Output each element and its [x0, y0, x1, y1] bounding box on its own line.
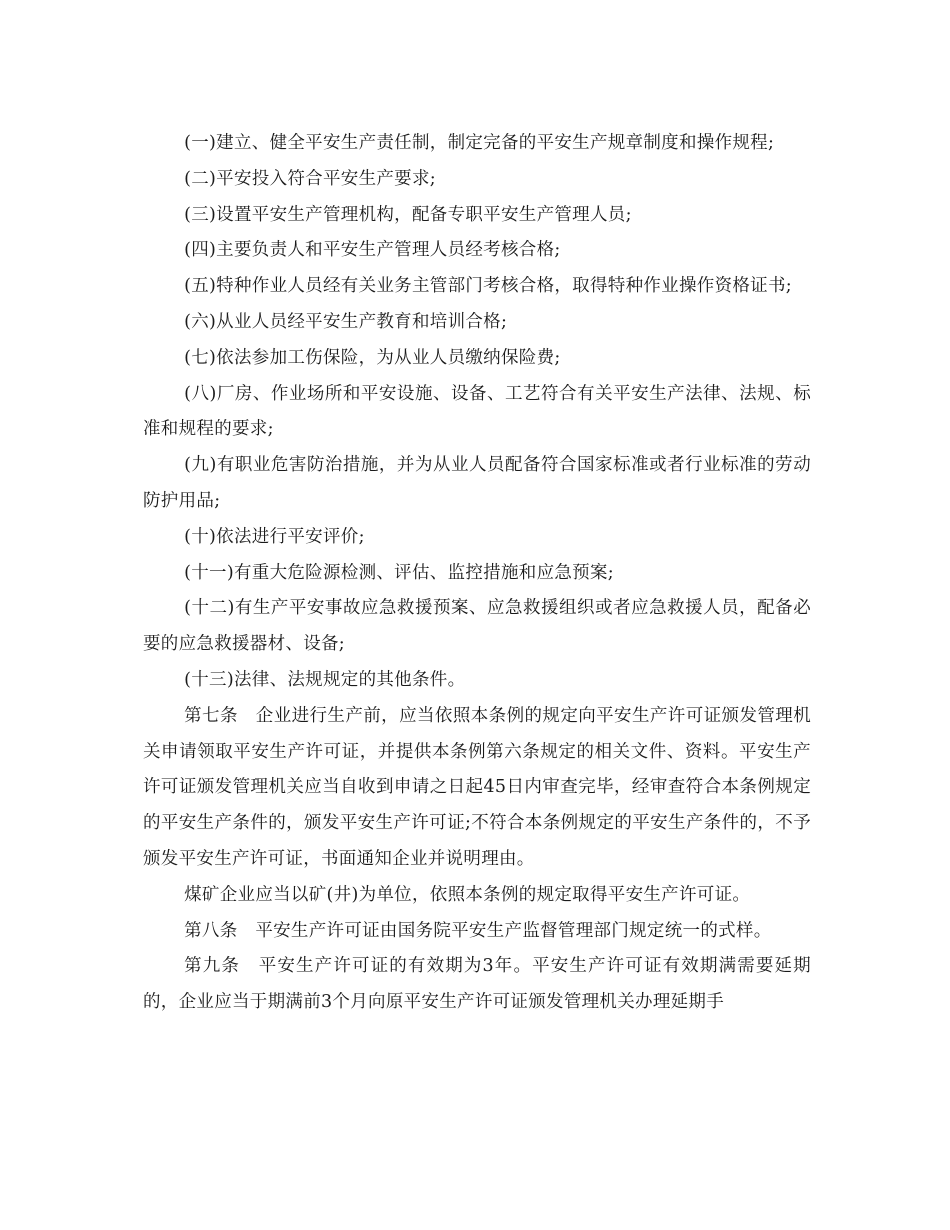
paragraph-item-6: (六)从业人员经平安生产教育和培训合格; — [184, 311, 508, 332]
coal-mine-paragraph: 煤矿企业应当以矿(井)为单位，依照本条例的规定取得平安生产许可证。 — [184, 884, 751, 905]
paragraph-item-11: (十一)有重大危险源检测、评估、监控措施和应急预案; — [184, 562, 614, 583]
paragraph-item-2: (二)平安投入符合平安生产要求; — [184, 168, 436, 189]
paragraph-item-1: (一)建立、健全平安生产责任制，制定完备的平安生产规章制度和操作规程; — [184, 133, 775, 153]
paragraph-item-10: (十)依法进行平安评价; — [184, 526, 365, 547]
paragraph-item-3: (三)设置平安生产管理机构，配备专职平安生产管理人员; — [184, 204, 632, 225]
paragraph-item-12: (十二)有生产平安事故应急救援预案、应急救援组织或者应急救援人员，配备必要的应急救援器材、设备; — [143, 598, 811, 655]
paragraph-item-13: (十三)法律、法规规定的其他条件。 — [184, 669, 466, 690]
paragraph-item-4: (四)主要负责人和平安生产管理人员经考核合格; — [184, 240, 561, 261]
paragraph-item-5: (五)特种作业人员经有关业务主管部门考核合格，取得特种作业操作资格证书; — [184, 276, 792, 297]
article-9-paragraph: 第九条 平安生产许可证的有效期为3年。平安生产许可证有效期满需要延期的，企业应当于期满前3个月向原平安生产许可证颁发管理机关办理延期手 — [143, 956, 811, 1013]
paragraph-item-8: (八)厂房、作业场所和平安设施、设备、工艺符合有关平安生产法律、法规、标准和规程的要求; — [143, 383, 811, 440]
article-8-paragraph: 第八条 平安生产许可证由国务院平安生产监督管理部门规定统一的式样。 — [184, 920, 772, 941]
paragraph-item-7: (七)依法参加工伤保险，为从业人员缴纳保险费; — [184, 347, 561, 368]
paragraph-item-9: (九)有职业危害防治措施，并为从业人员配备符合国家标准或者行业标准的劳动防护用品; — [143, 455, 811, 511]
article-7-paragraph: 第七条 企业进行生产前，应当依照本条例的规定向平安生产许可证颁发管理机关申请领取平安生产许可证，并提供本条例第六条规定的相关文件、资料。平安生产许可证颁发管理机关应当自收到申请之日起45日内审查完毕，经审查符合本条例规定的平安生产条件的，颁发平安生产许可证;不符合本条例规定的平安生产条件的，不予颁发平安生产许可证，书面通知企业并说明理由。 — [143, 705, 811, 869]
document-body — [143, 126, 811, 1021]
